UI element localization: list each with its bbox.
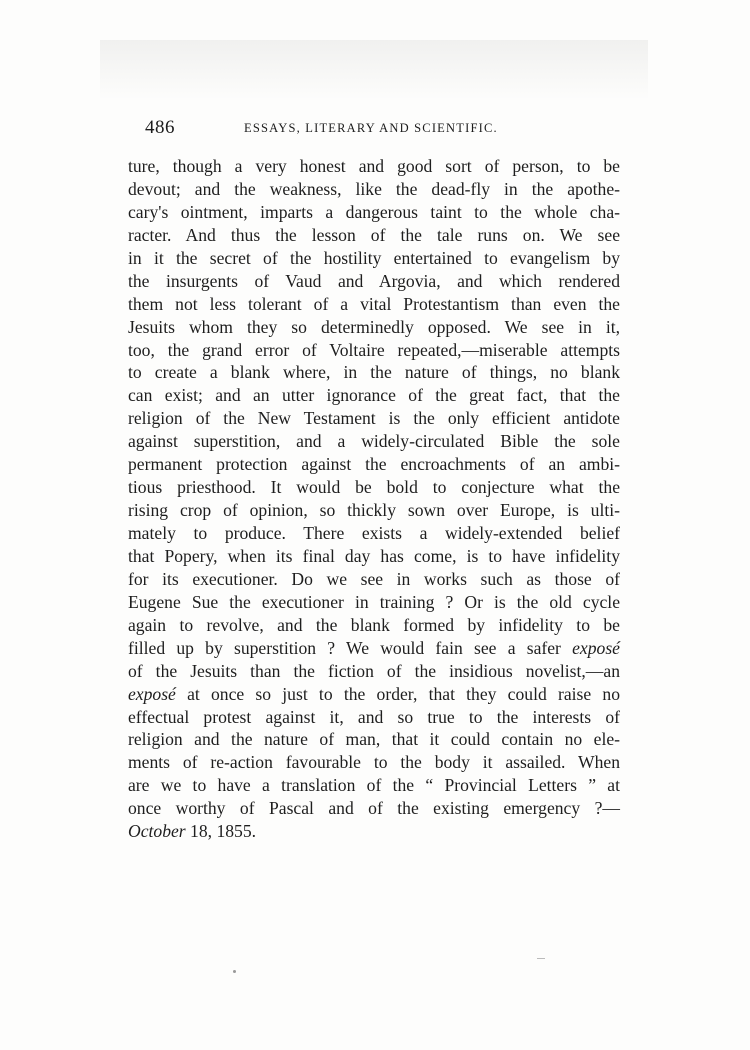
text-line: effectual protest against it, and so true to the interests of	[128, 706, 620, 727]
text-line: too, the grand error of Voltaire repeated,—miserable attempts	[128, 339, 620, 360]
text-line: that Popery, when its final day has come, is to have infidelity	[128, 545, 620, 566]
text-line	[128, 637, 620, 660]
text-line: tious priesthood. It would be bold to conjecture what the	[128, 477, 620, 498]
text-line: to create a blank where, in the nature of things, no blank	[128, 362, 620, 383]
text-line: racter. And thus the lesson of the tale runs on. We see	[128, 224, 620, 245]
paper-mark	[537, 958, 545, 959]
running-head	[145, 117, 615, 141]
text-line: rising crop of opinion, so thickly sown over Europe, is ulti-	[128, 500, 620, 521]
text-line: religion of the New Testament is the only efficient antidote	[128, 408, 620, 429]
text-line: Jesuits whom they so determinedly opposed. We see in it,	[128, 316, 620, 337]
text-line: against superstition, and a widely-circulated Bible the sole	[128, 431, 620, 452]
date-line	[128, 820, 620, 843]
text-line: of the Jesuits than the fiction of the insidious novelist,—an	[128, 660, 620, 681]
text-fragment: filled up by superstition ? We would fain see a safer	[128, 637, 573, 658]
text-line: cary's ointment, imparts a dangerous taint to the whole cha-	[128, 201, 620, 222]
text-line: ture, though a very honest and good sort of person, to be	[128, 156, 620, 176]
text-line: once worthy of Pascal and of the existing emergency ?—	[128, 798, 620, 819]
text-line: the insurgents of Vaud and Argovia, and which rendered	[128, 270, 620, 291]
text-line: in it the secret of the hostility entertained to evangelism by	[128, 247, 620, 268]
text-line: for its executioner. Do we see in works such as those of	[128, 568, 620, 589]
italic-month: October	[128, 821, 186, 842]
text-line	[128, 683, 620, 706]
date-rest: 18, 1855.	[185, 821, 257, 842]
text-fragment: at once so just to the order, that they could raise no	[175, 683, 620, 704]
italic-term: exposé	[128, 683, 176, 704]
text-line: ments of re-action favourable to the body it assailed. When	[128, 752, 620, 773]
italic-term: exposé	[572, 637, 620, 658]
text-line: them not less tolerant of a vital Protestantism than even the	[128, 293, 620, 314]
text-line: Eugene Sue the executioner in training ? Or is the old cycle	[128, 591, 620, 612]
running-title: ESSAYS, LITERARY AND SCIENTIFIC.	[244, 121, 498, 135]
text-line: are we to have a translation of the “ Provincial Letters ” at	[128, 775, 620, 796]
text-line: religion and the nature of man, that it could contain no ele-	[128, 729, 620, 750]
text-line: again to revolve, and the blank formed by infidelity to be	[128, 614, 620, 635]
body-text	[128, 155, 620, 843]
text-line: permanent protection against the encroachments of an ambi-	[128, 454, 620, 475]
text-line: mately to produce. There exists a widely-extended belief	[128, 523, 620, 543]
page-number: 486	[145, 117, 175, 138]
text-line: devout; and the weakness, like the dead-fly in the apothe-	[128, 178, 620, 199]
text-line: can exist; and an utter ignorance of the great fact, that the	[128, 385, 620, 406]
paper-speck	[233, 970, 236, 973]
scan-shadow	[100, 40, 648, 100]
